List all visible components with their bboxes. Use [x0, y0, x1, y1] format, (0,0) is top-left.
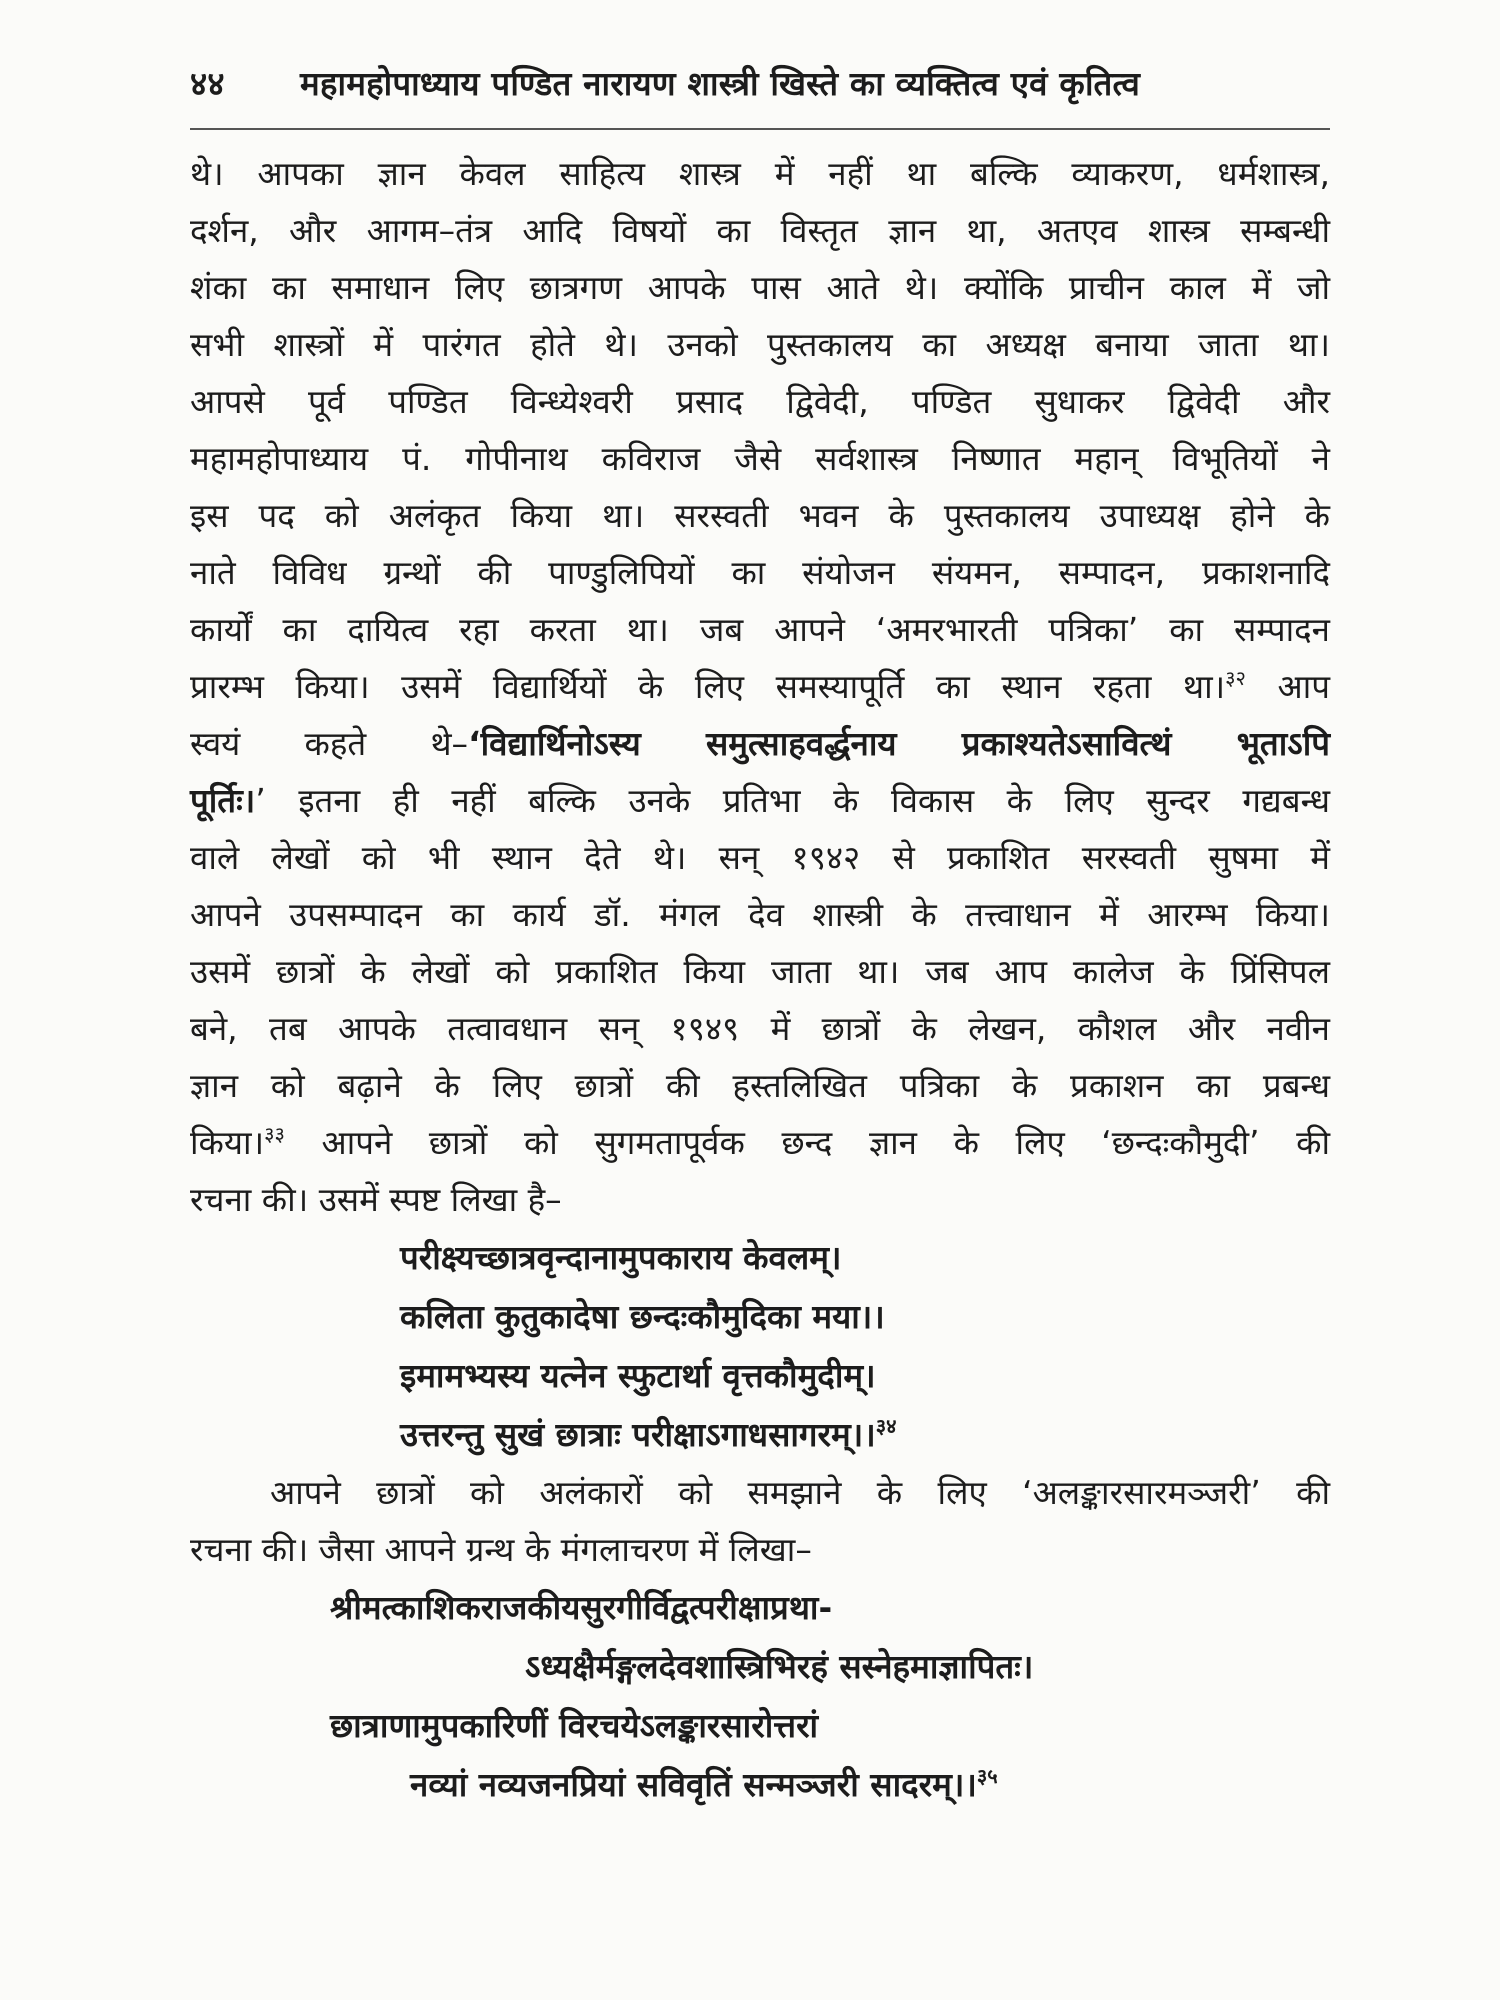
text-line: थे। आपका ज्ञान केवल साहित्य शास्त्र में नहीं था बल्कि व्याकरण, धर्मशास्त्र, — [190, 154, 1330, 193]
text-span: स्वयं कहते थे– — [190, 724, 469, 763]
verse-line: छात्राणामुपकारिणीं विरचयेऽलङ्कारसारोत्तरां — [330, 1706, 819, 1745]
text-line: ज्ञान को बढ़ाने के लिए छात्रों की हस्तलिखित पत्रिका के प्रकाशन का प्रबन्ध — [190, 1066, 1330, 1105]
verse-line — [190, 1405, 1330, 1464]
text-span: ’ इतना ही नहीं बल्कि उनके प्रतिभा के विकास के लिए सुन्दर गद्यबन्ध — [255, 781, 1330, 820]
text-line: सभी शास्त्रों में पारंगत होते थे। उनको पुस्तकालय का अध्यक्ष बनाया जाता था। — [190, 325, 1330, 364]
text-line: रचना की। उसमें स्पष्ट लिखा है– — [190, 1180, 562, 1219]
text-line: आपने उपसम्पादन का कार्य डॉ. मंगल देव शास्त्री के तत्त्वाधान में आरम्भ किया। — [190, 895, 1330, 934]
text-span: आप — [1245, 667, 1330, 706]
sanskrit-quote: पूर्तिः। — [190, 781, 256, 820]
text-line — [190, 658, 1330, 715]
body-text — [190, 145, 1330, 1814]
text-line — [190, 772, 1330, 829]
verse-text: नव्यां नव्यजनप्रियां सविवृतिं सन्मञ्जरी सादरम्।। — [410, 1765, 977, 1804]
text-span: प्रारम्भ किया। उसमें विद्यार्थियों के लिए समस्यापूर्ति का स्थान रहता था। — [190, 667, 1226, 706]
running-title: महामहोपाध्याय पण्डित नारायण शास्त्री खिस्ते का व्यक्तित्व एवं कृतित्व — [300, 64, 1141, 103]
footnote-ref-34: ३४ — [875, 1414, 897, 1438]
text-line: इस पद को अलंकृत किया था। सरस्वती भवन के पुस्तकालय उपाध्यक्ष होने के — [190, 496, 1330, 535]
footnote-ref-32: ३२ — [1225, 666, 1246, 690]
text-line: आपने छात्रों को अलंकारों को समझाने के लिए ‘अलङ्कारसारमञ्जरी’ की — [270, 1473, 1330, 1512]
text-line — [190, 715, 1330, 772]
text-span: आपने छात्रों को सुगमतापूर्वक छन्द ज्ञान के लिए ‘छन्दःकौमुदी’ की — [284, 1123, 1330, 1162]
footnote-ref-33: ३३ — [264, 1122, 285, 1146]
text-line — [190, 1114, 1330, 1171]
verse-line: इमामभ्यस्य यत्नेन स्फुटार्था वृत्तकौमुदीम्। — [400, 1356, 876, 1395]
text-line: बने, तब आपके तत्वावधान सन् १९४९ में छात्रों के लेखन, कौशल और नवीन — [190, 1009, 1330, 1048]
verse-line: परीक्ष्यच्छात्रवृन्दानामुपकाराय केवलम्। — [400, 1238, 842, 1277]
text-line: रचना की। जैसा आपने ग्रन्थ के मंगलाचरण में लिखा– — [190, 1530, 812, 1569]
page-number: ४४ — [190, 64, 225, 103]
text-line: आपसे पूर्व पण्डित विन्ध्येश्वरी प्रसाद द्विवेदी, पण्डित सुधाकर द्विवेदी और — [190, 382, 1330, 421]
text-line: वाले लेखों को भी स्थान देते थे। सन् १९४२ से प्रकाशित सरस्वती सुषमा में — [190, 838, 1330, 877]
footnote-ref-35: ३५ — [976, 1764, 998, 1788]
text-line: महामहोपाध्याय पं. गोपीनाथ कविराज जैसे सर्वशास्त्र निष्णात महान् विभूतियों ने — [190, 439, 1330, 478]
text-span: किया। — [190, 1123, 265, 1162]
text-line: उसमें छात्रों के लेखों को प्रकाशित किया जाता था। जब आप कालेज के प्रिंसिपल — [190, 952, 1330, 991]
text-line: दर्शन, और आगम–तंत्र आदि विषयों का विस्तृत ज्ञान था, अतएव शास्त्र सम्बन्धी — [190, 211, 1330, 250]
verse-line: श्रीमत्काशिकराजकीयसुरगीर्विद्वत्परीक्षाप्रथा- — [330, 1588, 833, 1627]
text-line: नाते विविध ग्रन्थों की पाण्डुलिपियों का संयोजन संयमन, सम्पादन, प्रकाशनादि — [190, 553, 1330, 592]
verse-text: उत्तरन्तु सुखं छात्राः परीक्षाऽगाधसागरम्।। — [400, 1415, 876, 1454]
verse-line — [190, 1755, 1330, 1814]
header-rule — [190, 128, 1330, 130]
verse-line: ऽध्यक्षैर्मङ्गलदेवशास्त्रिभिरहं सस्नेहमाज्ञापितः। — [525, 1647, 1034, 1686]
page-header — [190, 60, 1330, 105]
sanskrit-quote: ‘विद्यार्थिनोऽस्य समुत्साहवर्द्धनाय प्रकाश्यतेऽसावित्थं भूताऽपि — [468, 724, 1330, 763]
text-line: कार्यों का दायित्व रहा करता था। जब आपने ‘अमरभारती पत्रिका’ का सम्पादन — [190, 610, 1330, 649]
text-line: शंका का समाधान लिए छात्रगण आपके पास आते थे। क्योंकि प्राचीन काल में जो — [190, 268, 1330, 307]
verse-line: कलिता कुतुकादेषा छन्दःकौमुदिका मया।। — [400, 1297, 885, 1336]
